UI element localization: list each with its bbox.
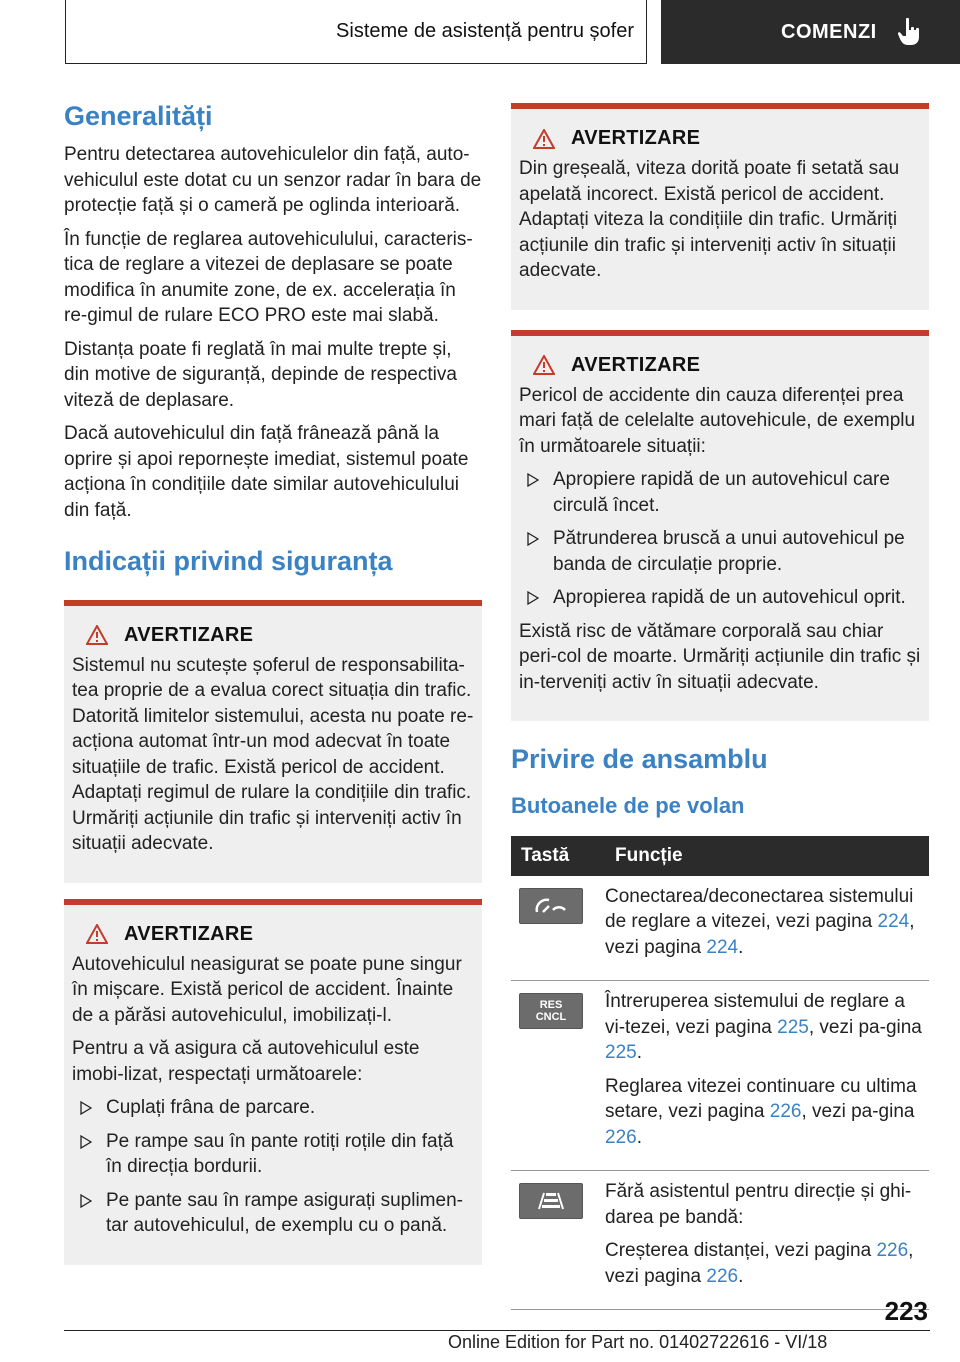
page-link[interactable]: 224 bbox=[706, 936, 739, 958]
function-text: Reglarea vitezei continuare cu ultima setare, vezi pagina 226, vezi pa-gina 226. bbox=[605, 1075, 917, 1148]
warning-triangle-icon bbox=[86, 924, 108, 944]
table-cell-key bbox=[511, 1171, 605, 1310]
function-text: Întreruperea sistemului de reglare a vi-tezei, vezi pagina 225, vezi pa-gina 225. bbox=[605, 991, 922, 1064]
table-cell-function bbox=[605, 1171, 929, 1310]
warning-title: AVERTIZARE bbox=[533, 127, 921, 150]
bullet-triangle-icon bbox=[527, 591, 539, 605]
warning-triangle-icon bbox=[533, 355, 555, 375]
page-link[interactable]: 225 bbox=[777, 1016, 809, 1038]
bullet-triangle-icon bbox=[80, 1194, 92, 1208]
warning-box bbox=[511, 103, 929, 310]
function-text: Creșterea distanței, vezi pagina 226, vezi pagina 226. bbox=[605, 1240, 914, 1287]
warning-triangle-icon bbox=[86, 625, 108, 645]
section-title: Sisteme de asistență pentru șofer bbox=[336, 20, 634, 42]
warning-text: Pericol de accidente din cauza diferenței prea mari față de celelalte autovehicule, de exemplu în următoarele situații: bbox=[519, 384, 916, 457]
table-header-row bbox=[511, 836, 929, 876]
table-cell-function bbox=[605, 876, 929, 981]
general-paragraph: Pentru detectarea autovehiculelor din față, auto-vehiculul este dotat cu un senzor radar în bara de protecție față și o cameră pe oglinda interioară. bbox=[64, 144, 482, 217]
list-item: Cuplați frâna de parcare. bbox=[72, 1095, 474, 1121]
buttons-subheading: Butoanele de pe volan bbox=[511, 793, 745, 819]
distance-icon bbox=[519, 1183, 583, 1219]
warning-list bbox=[72, 1095, 474, 1239]
bullet-triangle-icon bbox=[527, 473, 539, 487]
page-link[interactable]: 226 bbox=[605, 1126, 637, 1148]
page-link[interactable]: 224 bbox=[877, 911, 910, 933]
res-cncl-icon: RES CNCL bbox=[519, 993, 583, 1029]
header-chapter bbox=[661, 0, 960, 64]
safety-heading: Indicații privind siguranța bbox=[64, 546, 393, 577]
general-paragraph: Dacă autovehiculul din față frânează până la oprire și apoi repornește imediat, sistemul poate acționa în condițiile date similar autovehiculului din față. bbox=[64, 423, 469, 521]
list-item: Pe rampe sau în pante rotiți roțile din față în direcția bordurii. bbox=[72, 1129, 474, 1180]
warning-triangle-icon bbox=[533, 129, 555, 149]
warning-box bbox=[64, 600, 482, 883]
list-item: Apropierea rapidă de un autovehicul oprit. bbox=[519, 585, 921, 611]
table-row bbox=[511, 876, 929, 981]
general-paragraph: Distanța poate fi reglată în mai multe trepte și, din motive de siguranță, depinde de respectiva viteză de deplasare. bbox=[64, 338, 457, 411]
function-text: Fără asistentul pentru direcție și ghi-darea pe bandă: bbox=[605, 1181, 912, 1228]
cruise-control-onoff-icon bbox=[519, 888, 583, 924]
warning-text: Sistemul nu scutește șoferul de responsabilita-tea proprie de a evalua corect situația din trafic. Datorită limitelor sistemului, acesta nu poate re-acționa automat într-un mod adecvat în toate situațiile de trafic. Există pericol de accident. Adaptați regimul de rulare la condițiile din trafic. Urmăriți acțiunile din trafic și interveniți activ în situații adecvate. bbox=[72, 654, 474, 855]
page-number: 223 bbox=[884, 1296, 928, 1326]
warning-box bbox=[511, 330, 929, 722]
warning-text: Autovehiculul neasigurat se poate pune singur în mișcare. Există pericol de accident. Înainte de a părăsi autovehiculul, imobilizați-l. bbox=[72, 953, 462, 1026]
bullet-triangle-icon bbox=[527, 532, 539, 546]
warning-title: AVERTIZARE bbox=[533, 354, 921, 377]
table-cell-key bbox=[511, 876, 605, 981]
footer-divider bbox=[64, 1330, 930, 1331]
warning-title: AVERTIZARE bbox=[86, 624, 474, 647]
page-link[interactable]: 225 bbox=[605, 1042, 637, 1064]
function-text: Conectarea/deconectarea sistemului de reglare a vitezei, vezi pagina 224, vezi pagina 224. bbox=[605, 885, 915, 958]
warning-text: Din greșeală, viteza dorită poate fi setată sau apelată incorect. Există pericol de accident. Adaptați viteza la condițiile din trafic. Urmăriți acțiunile din trafic și interveniți activ în situații adecvate. bbox=[519, 158, 900, 281]
buttons-table bbox=[511, 836, 929, 1311]
list-item: Apropiere rapidă de un autovehicul care circulă încet. bbox=[519, 467, 921, 518]
general-heading: Generalități bbox=[64, 101, 213, 131]
table-row bbox=[511, 1171, 929, 1310]
general-paragraph: În funcție de reglarea autovehiculului, caracteris-tica de reglare a vitezei de deplasare se poate modifica în anumite zone, de ex. accelerația în re-gimul de rulare ECO PRO este mai slabă. bbox=[64, 228, 473, 327]
list-item: Pe pante sau în rampe asigurați suplimen-tar autovehiculul, de exemplu cu o pană. bbox=[72, 1188, 474, 1239]
warning-box bbox=[64, 899, 482, 1265]
right-column bbox=[511, 103, 929, 1310]
left-column bbox=[64, 100, 482, 1265]
overview-heading: Privire de ansamblu bbox=[511, 744, 768, 774]
chapter-label: COMENZI bbox=[781, 20, 877, 43]
table-cell-key bbox=[511, 981, 605, 1171]
table-row bbox=[511, 981, 929, 1171]
warning-title: AVERTIZARE bbox=[86, 923, 474, 946]
header-section-title bbox=[65, 0, 647, 64]
bullet-triangle-icon bbox=[80, 1101, 92, 1115]
hand-pointer-icon bbox=[897, 17, 923, 47]
column-header-function: Funcție bbox=[605, 836, 929, 876]
bullet-triangle-icon bbox=[80, 1135, 92, 1149]
table-cell-function bbox=[605, 981, 929, 1171]
page-link[interactable]: 226 bbox=[769, 1101, 802, 1123]
page-link[interactable]: 226 bbox=[876, 1240, 909, 1262]
column-header-key: Tastă bbox=[511, 836, 605, 876]
warning-text: Pentru a vă asigura că autovehiculul este imobi-lizat, respectați următoarele: bbox=[72, 1038, 420, 1085]
warning-text: Există risc de vătămare corporală sau chiar peri-col de moarte. Urmăriți acțiunile din trafic și in-terveniți activ în situații adecvate. bbox=[519, 620, 921, 693]
list-item: Pătrunderea bruscă a unui autovehicul pe banda de circulație proprie. bbox=[519, 526, 921, 577]
footer-edition: Online Edition for Part no. 01402722616 - VI/18 bbox=[448, 1332, 828, 1352]
page-link[interactable]: 226 bbox=[706, 1265, 739, 1287]
warning-list bbox=[519, 467, 921, 611]
